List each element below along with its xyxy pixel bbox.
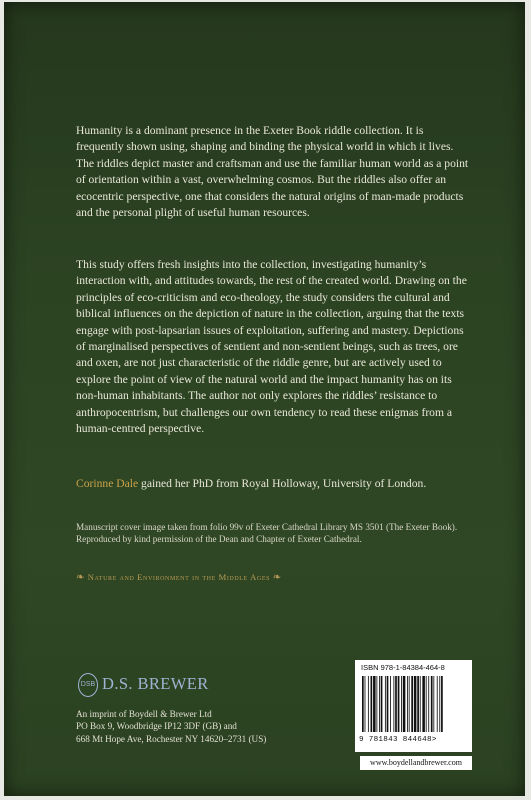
imprint-line: An imprint of Boydell & Brewer Ltd [76, 709, 212, 719]
blurb-paragraph-2: This study offers fresh insights into the collection, investigating humanity’s interaction with, and attitudes towards, the rest of the created world. Drawing on the principles of eco-criticism and eco-theology, the study considers the cultural and biblical influences on the depiction of nature in the collection, arguing that the texts engage with post-lapsarian issues of exploitation, suffering and mastery. Depictions of marginalised perspectives of sentient and non-sentient beings, such as trees, ore and oxen, are not just characteristic of the riddle genre, but are actively used to explore the point of view of the natural world and the impact humanity has on its non-human inhabitants. The author not only explores the riddles’ resistance to anthropocentrism, but challenges our own tendency to read these enigmas from a human-centred perspective. [76, 258, 467, 436]
author-name: Corinne Dale [76, 477, 139, 490]
cover-image-credit: Manuscript cover image taken from folio 99v of Exeter Cathedral Library MS 3501 (The Exeter Book). Reproduced by kind permission of the Dean and Chapter of Exeter Cathedral. [76, 522, 458, 545]
series-title [76, 572, 476, 583]
isbn-barcode [355, 660, 472, 752]
barcode-bars-icon [360, 676, 466, 734]
barcode-digits: 9 781843 844648> [359, 736, 437, 744]
leaf-ornament-icon: ❧ [76, 572, 85, 583]
leaf-ornament-icon: ❧ [272, 572, 282, 583]
publisher-imprint [76, 708, 396, 745]
isbn-label: ISBN 978-1-84384-464-8 [361, 663, 445, 672]
blurb-paragraph-1: Humanity is a dominant presence in the Exeter Book riddle collection. It is frequently shown using, shaping and binding the physical world in which it lives. The riddles depict master and craftsman and use the familiar human world as a point of orientation within a vast, overwhelming cosmos. But the riddles also offer an ecocentric perspective, one that considers the natural origins of man-made products and the personal plight of useful human resources. [76, 124, 469, 220]
author-note [76, 476, 469, 492]
publisher-name: D.S. BREWER [102, 674, 209, 693]
imprint-line: 668 Mt Hope Ave, Rochester NY 14620–2731 (US) [76, 733, 267, 744]
publisher-logo-icon: DSB [78, 673, 98, 697]
imprint-line: PO Box 9, Woodbridge IP12 3DF (GB) and [76, 721, 237, 732]
author-bio: gained her PhD from Royal Holloway, University of London. [138, 477, 427, 490]
series-name: Nature and Environment in the Middle Ages [87, 572, 271, 582]
publisher-website: www.boydellandbrewer.com [360, 756, 472, 770]
